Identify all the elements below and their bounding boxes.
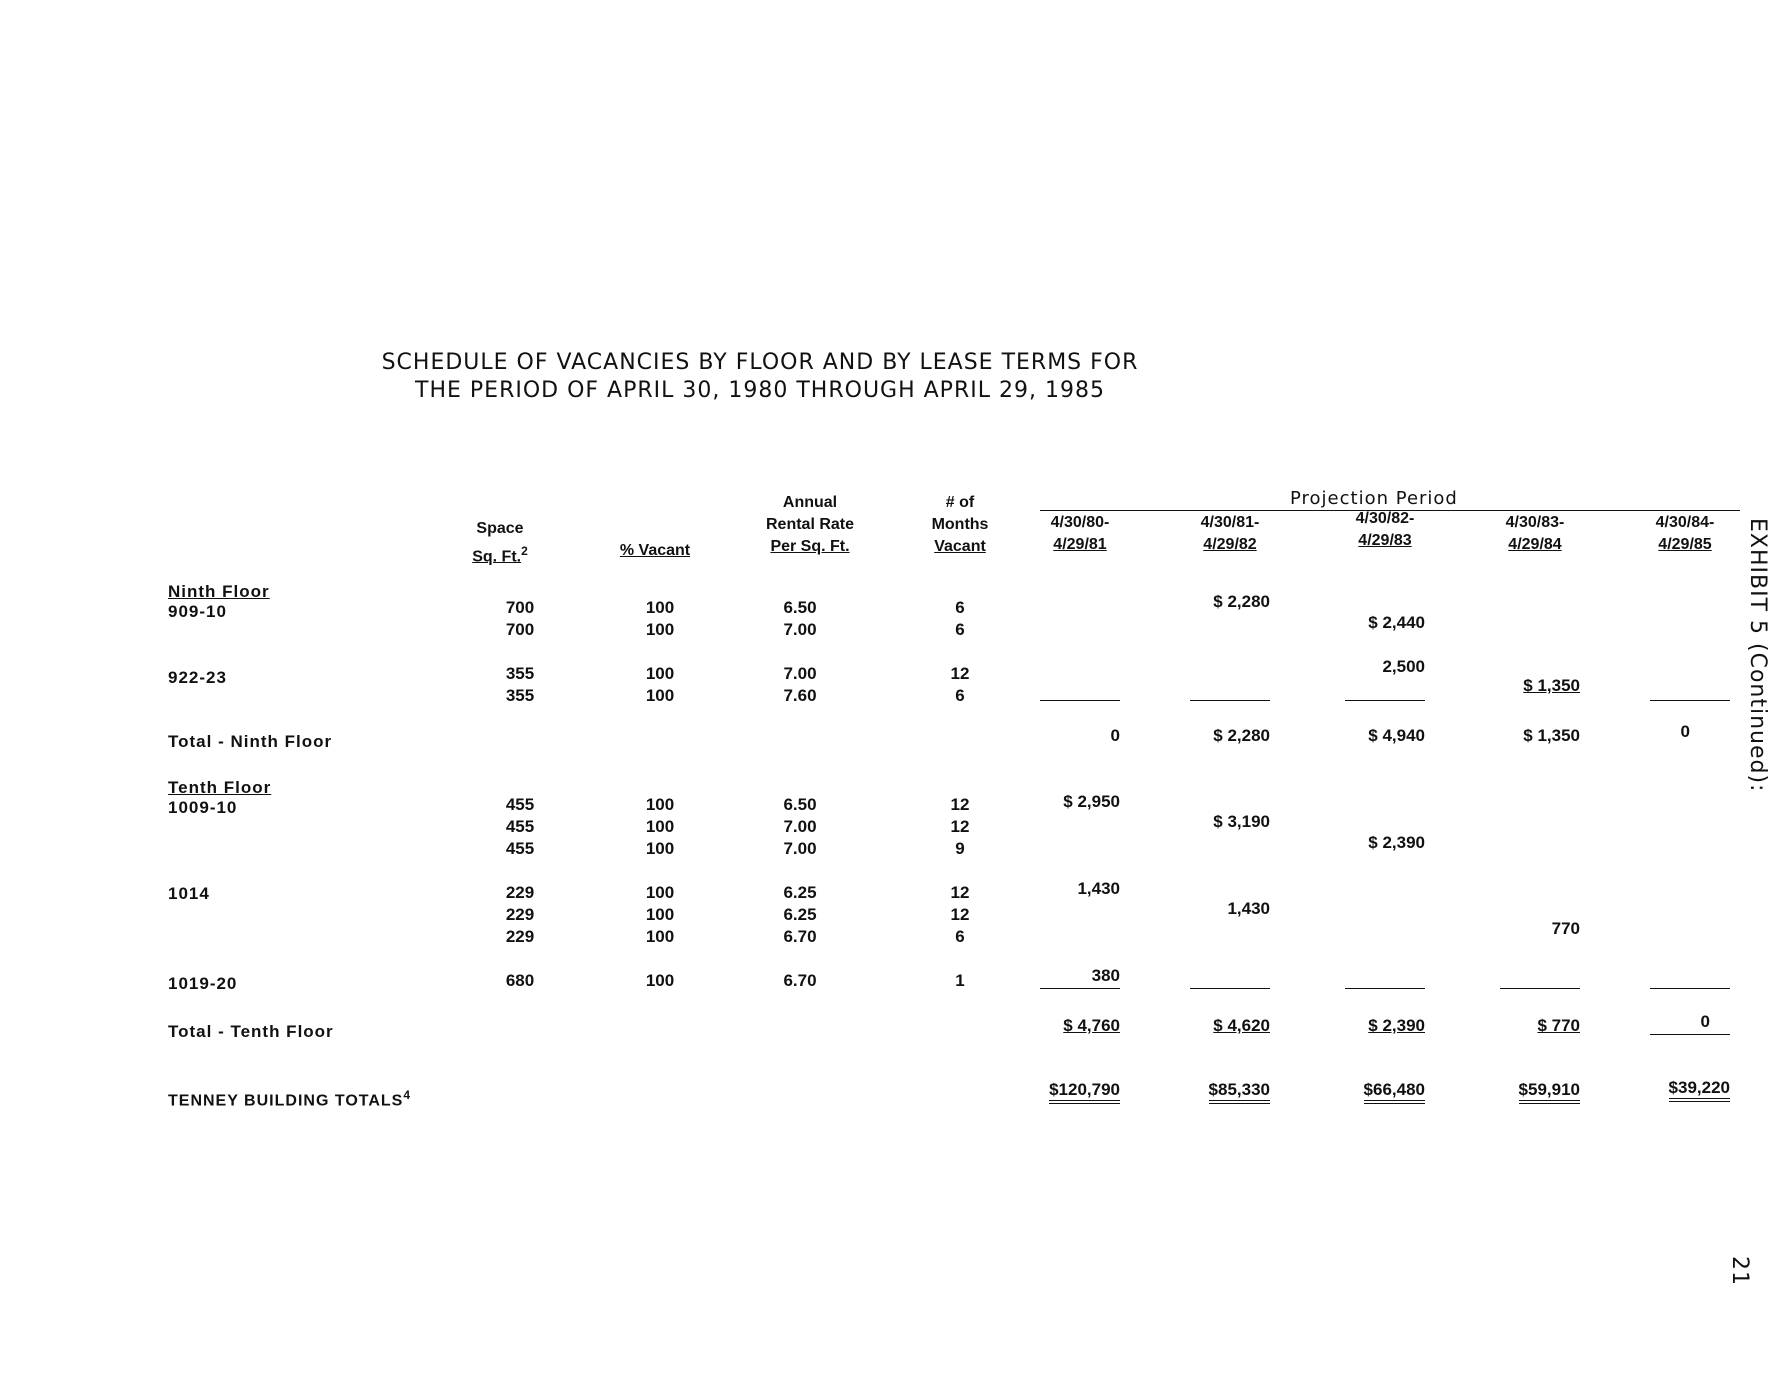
table-cell-projection: $ 1,350: [1523, 676, 1580, 695]
table-cell-vacant: 100: [645, 817, 675, 836]
building-total-value: $39,220: [1669, 1078, 1730, 1102]
table-cell-space: 229: [505, 883, 535, 902]
header-space-line-1: Space: [476, 520, 524, 537]
table-cell-months: 6: [955, 686, 965, 705]
table-cell-months: 6: [955, 598, 965, 617]
subtotal-rule: [1190, 700, 1270, 701]
tenth-total-period-4: $ 770: [1537, 1016, 1580, 1035]
header-space-footnote: 2: [521, 544, 528, 558]
subtotal-rule: [1040, 700, 1120, 701]
building-total-period-3: [1315, 1080, 1425, 1100]
table-cell-vacant: 100: [645, 598, 675, 617]
table-cell-rate: 6.50: [783, 795, 817, 814]
table-cell-rate: 7.00: [783, 817, 817, 836]
header-period-5-line-2: 4/29/85: [1658, 536, 1712, 553]
header-period-2-line-1: 4/30/81-: [1200, 514, 1260, 531]
table-cell-projection: $ 2,440: [1368, 613, 1425, 632]
table-cell-months: 6: [955, 620, 965, 639]
header-period-1: [1030, 512, 1130, 556]
header-vacant-label: % Vacant: [619, 542, 691, 559]
table-cell-projection: 1,430: [1077, 879, 1120, 898]
table-cell-rate: 7.60: [783, 686, 817, 705]
building-total-value: $120,790: [1049, 1080, 1120, 1104]
table-cell-vacant: 100: [645, 664, 675, 683]
building-total-period-5: [1620, 1078, 1730, 1098]
table-cell-space: 355: [505, 664, 535, 683]
tenth-floor-heading: Tenth Floor: [168, 778, 272, 797]
header-period-5-line-1: 4/30/84-: [1655, 514, 1715, 531]
header-rate-line-3: Per Sq. Ft.: [770, 538, 850, 555]
building-total-value: $85,330: [1209, 1080, 1270, 1104]
table-cell-space: 455: [505, 817, 535, 836]
ninth-floor-heading: Ninth Floor: [168, 582, 270, 601]
building-totals-text: TENNEY BUILDING TOTALS: [168, 1092, 404, 1110]
table-cell-months: 1: [955, 971, 965, 990]
header-period-1-line-1: 4/30/80-: [1050, 514, 1110, 531]
building-total-period-4: [1470, 1080, 1580, 1100]
table-cell-vacant: 100: [645, 883, 675, 902]
table-cell-space: 229: [505, 905, 535, 924]
table-cell-months: 12: [950, 664, 970, 683]
table-cell-projection: $ 2,390: [1368, 833, 1425, 852]
table-cell-projection: 380: [1091, 966, 1120, 985]
table-cell-space: 700: [505, 598, 535, 617]
tenth-total-period-5: 0: [1700, 1012, 1710, 1031]
total-tenth-floor-label: Total - Tenth Floor: [168, 1022, 334, 1041]
building-total-period-1: [1010, 1080, 1120, 1100]
table-cell-vacant: 100: [645, 971, 675, 990]
building-totals-footnote: 4: [403, 1088, 412, 1102]
table-cell-rate: 7.00: [783, 839, 817, 858]
subtotal-rule: [1190, 988, 1270, 989]
table-cell-projection: $ 2,280: [1213, 592, 1270, 611]
building-totals-label: [168, 1088, 411, 1110]
subtotal-rule: [1500, 988, 1580, 989]
header-months-line-3: Vacant: [934, 538, 986, 555]
table-cell-space: 455: [505, 795, 535, 814]
table-cell-space: 455: [505, 839, 535, 858]
header-projection-period: Projection Period: [1290, 488, 1458, 509]
table-cell-space: 355: [505, 686, 535, 705]
header-period-1-line-2: 4/29/81: [1053, 536, 1107, 553]
table-cell-vacant: 100: [645, 620, 675, 639]
table-cell-projection: 2,500: [1382, 657, 1425, 676]
header-rate: [735, 492, 885, 558]
table-cell-months: 12: [950, 795, 970, 814]
ninth-total-period-5: 0: [1680, 722, 1690, 741]
ninth-total-period-4: $ 1,350: [1523, 726, 1580, 745]
subtotal-rule: [1345, 700, 1425, 701]
table-cell-projection: $ 3,190: [1213, 812, 1270, 831]
table-cell-vacant: 100: [645, 905, 675, 924]
header-period-3: [1335, 508, 1435, 552]
subtotal-rule: [1040, 988, 1120, 989]
table-cell-rate: 7.00: [783, 664, 817, 683]
tenth-total-period-1: $ 4,760: [1063, 1016, 1120, 1035]
header-period-4-line-2: 4/29/84: [1508, 536, 1562, 553]
header-months: [905, 492, 1015, 558]
unit-label-1014: 1014: [168, 884, 210, 903]
building-total-value: $66,480: [1364, 1080, 1425, 1104]
table-cell-space: 229: [505, 927, 535, 946]
subtotal-rule: [1345, 988, 1425, 989]
table-cell-vacant: 100: [645, 686, 675, 705]
header-vacant: [590, 540, 720, 562]
table-cell-months: 12: [950, 883, 970, 902]
table-cell-vacant: 100: [645, 839, 675, 858]
ninth-total-period-2: $ 2,280: [1213, 726, 1270, 745]
ninth-total-period-3: $ 4,940: [1368, 726, 1425, 745]
header-period-4: [1485, 512, 1585, 556]
table-cell-rate: 7.00: [783, 620, 817, 639]
table-cell-months: 6: [955, 927, 965, 946]
table-cell-projection: 1,430: [1227, 899, 1270, 918]
document-title-line-2: THE PERIOD OF APRIL 30, 1980 THROUGH APRIL 29, 1985: [415, 378, 1105, 403]
header-period-2-line-2: 4/29/82: [1203, 536, 1257, 553]
unit-label-922-23: 922-23: [168, 668, 227, 687]
building-total-value: $59,910: [1519, 1080, 1580, 1104]
table-cell-rate: 6.25: [783, 905, 817, 924]
table-cell-projection: $ 2,950: [1063, 792, 1120, 811]
table-cell-rate: 6.70: [783, 927, 817, 946]
subtotal-rule: [1650, 1034, 1730, 1035]
table-cell-rate: 6.50: [783, 598, 817, 617]
building-total-period-2: [1160, 1080, 1270, 1100]
table-cell-rate: 6.70: [783, 971, 817, 990]
table-cell-vacant: 100: [645, 927, 675, 946]
page-number: 21: [1727, 1256, 1752, 1286]
subtotal-rule: [1650, 988, 1730, 989]
header-space-line-2: Sq. Ft.: [472, 548, 522, 566]
tenth-total-period-3: $ 2,390: [1368, 1016, 1425, 1035]
header-period-3-line-2: 4/29/83: [1358, 532, 1412, 549]
header-rate-line-1: Annual: [782, 494, 838, 511]
total-ninth-floor-label: Total - Ninth Floor: [168, 732, 333, 751]
table-cell-rate: 6.25: [783, 883, 817, 902]
header-rate-line-2: Rental Rate: [765, 516, 855, 533]
header-months-line-2: Months: [931, 516, 989, 533]
table-cell-months: 12: [950, 905, 970, 924]
unit-label-1019-20: 1019-20: [168, 974, 238, 993]
table-cell-space: 680: [505, 971, 535, 990]
subtotal-rule: [1650, 700, 1730, 701]
table-cell-vacant: 100: [645, 795, 675, 814]
header-period-4-line-1: 4/30/83-: [1505, 514, 1565, 531]
tenth-total-period-2: $ 4,620: [1213, 1016, 1270, 1035]
header-space: [440, 518, 560, 568]
unit-label-909-10: 909-10: [168, 602, 227, 621]
header-period-3-line-1: 4/30/82-: [1355, 510, 1415, 527]
exhibit-side-label: EXHIBIT 5 (Continued):: [1745, 518, 1770, 793]
ninth-total-period-1: 0: [1110, 726, 1120, 745]
header-months-line-1: # of: [945, 494, 975, 511]
table-cell-space: 700: [505, 620, 535, 639]
header-period-5: [1635, 512, 1735, 556]
document-title-line-1: SCHEDULE OF VACANCIES BY FLOOR AND BY LEASE TERMS FOR: [381, 350, 1139, 375]
table-cell-months: 9: [955, 839, 965, 858]
table-cell-months: 12: [950, 817, 970, 836]
table-cell-projection: 770: [1551, 919, 1580, 938]
unit-label-1009-10: 1009-10: [168, 798, 238, 817]
header-period-2: [1180, 512, 1280, 556]
